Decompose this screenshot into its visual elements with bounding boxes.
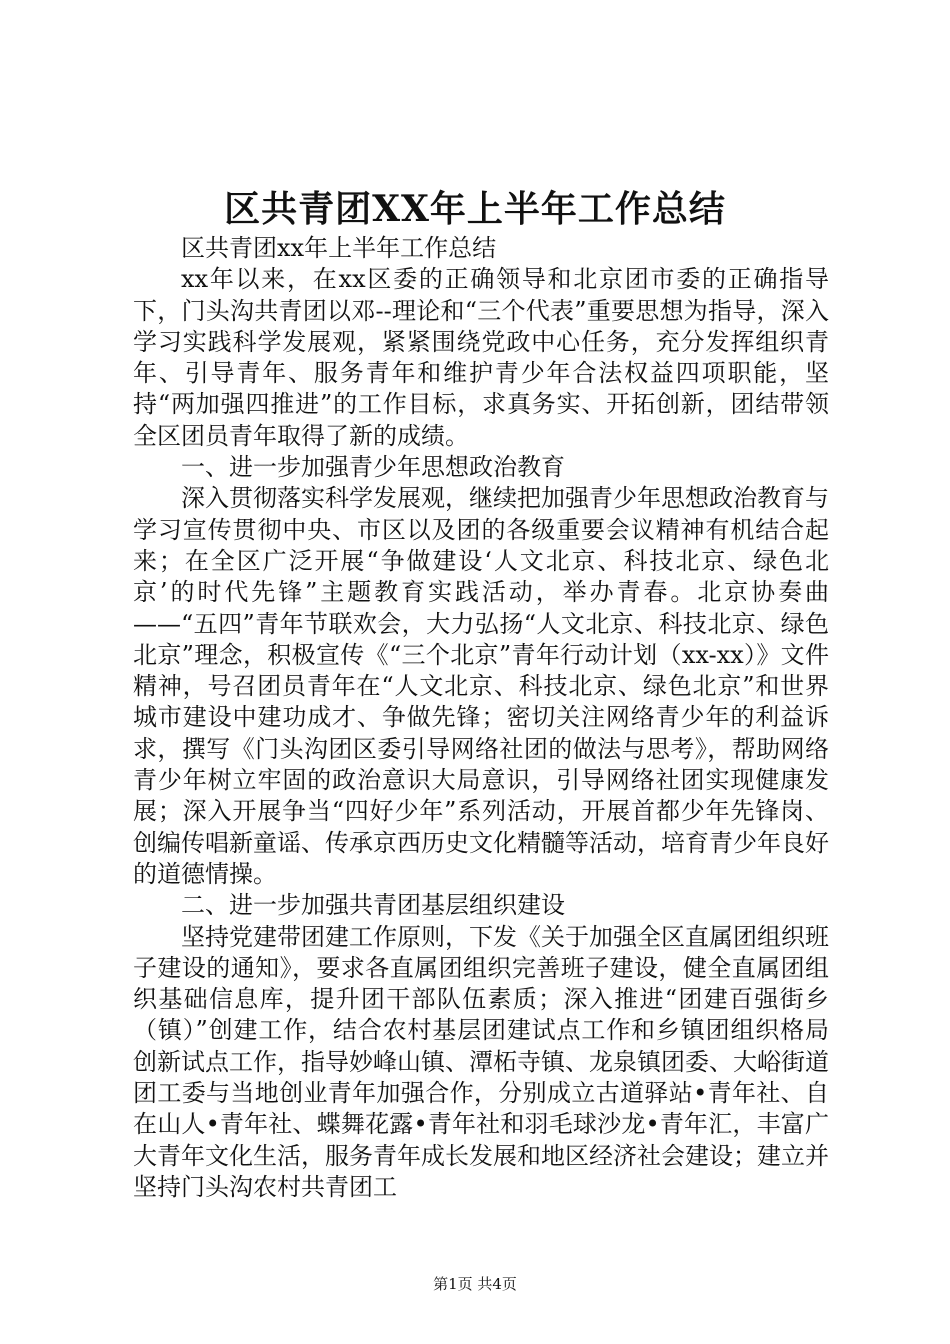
paragraph-section-1: 深入贯彻落实科学发展观，继续把加强青少年思想政治教育与学习宣传贯彻中央、市区以及团的各级重要会议精神有机结合起来；在全区广泛开展“争做建设‘人文北京、科技北京、绿色北京’的时代先锋”主题教育实践活动，举办青春。北京协奏曲——“五四”青年节联欢会，大力弘扬“人文北京、科技北京、绿色北京”理念，积极宣传《“三个北京”青年行动计划（xx-xx）》文件精神，号召团员青年在“人文北京、科技北京、绿色北京”和世界城市建设中建功成才、争做先锋；密切关注网络青少年的利益诉求，撰写《门头沟团区委引导网络社团的做法与思考》，帮助网络青少年树立牢固的政治意识大局意识，引导网络社团实现健康发展；深入开展争当“四好少年”系列活动，开展首都少年先锋岗、创编传唱新童谣、传承京西历史文化精髓等活动，培育青少年良好的道德情操。 <box>133 484 829 888</box>
section-heading-2: 二、进一步加强共青团基层组织建设 <box>181 891 565 920</box>
section-heading-1: 一、进一步加强青少年思想政治教育 <box>181 453 565 482</box>
document-body <box>133 233 829 1203</box>
paragraph-intro: xx年以来，在xx区委的正确领导和北京团市委的正确指导下，门头沟共青团以邓--理论和“三个代表”重要思想为指导，深入学习实践科学发展观，紧紧围绕党政中心任务，充分发挥组织青年、引导青年、服务青年和维护青少年合法权益四项职能，坚持“两加强四推进”的工作目标，求真务实、开拓创新，团结带领全区团员青年取得了新的成绩。 <box>133 265 829 450</box>
paragraph-heading: 区共青团xx年上半年工作总结 <box>181 234 497 262</box>
page-number-footer: 第1页 共4页 <box>433 1275 517 1293</box>
document-title: 区共青团XX年上半年工作总结 <box>224 188 726 230</box>
paragraph-section-2: 坚持党建带团建工作原则，下发《关于加强全区直属团组织班子建设的通知》，要求各直属团组织完善班子建设，健全直属团组织基础信息库，提升团干部队伍素质；深入推进“团建百强街乡（镇）”创建工作，结合农村基层团建试点工作和乡镇团组织格局创新试点工作，指导妙峰山镇、潭柘寺镇、龙泉镇团委、大峪街道团工委与当地创业青年加强合作，分别成立古道驿站•青年社、自在山人•青年社、蝶舞花露•青年社和羽毛球沙龙•青年汇，丰富广大青年文化生活，服务青年成长发展和地区经济社会建设；建立并坚持门头沟农村共青团工 <box>133 922 829 1201</box>
